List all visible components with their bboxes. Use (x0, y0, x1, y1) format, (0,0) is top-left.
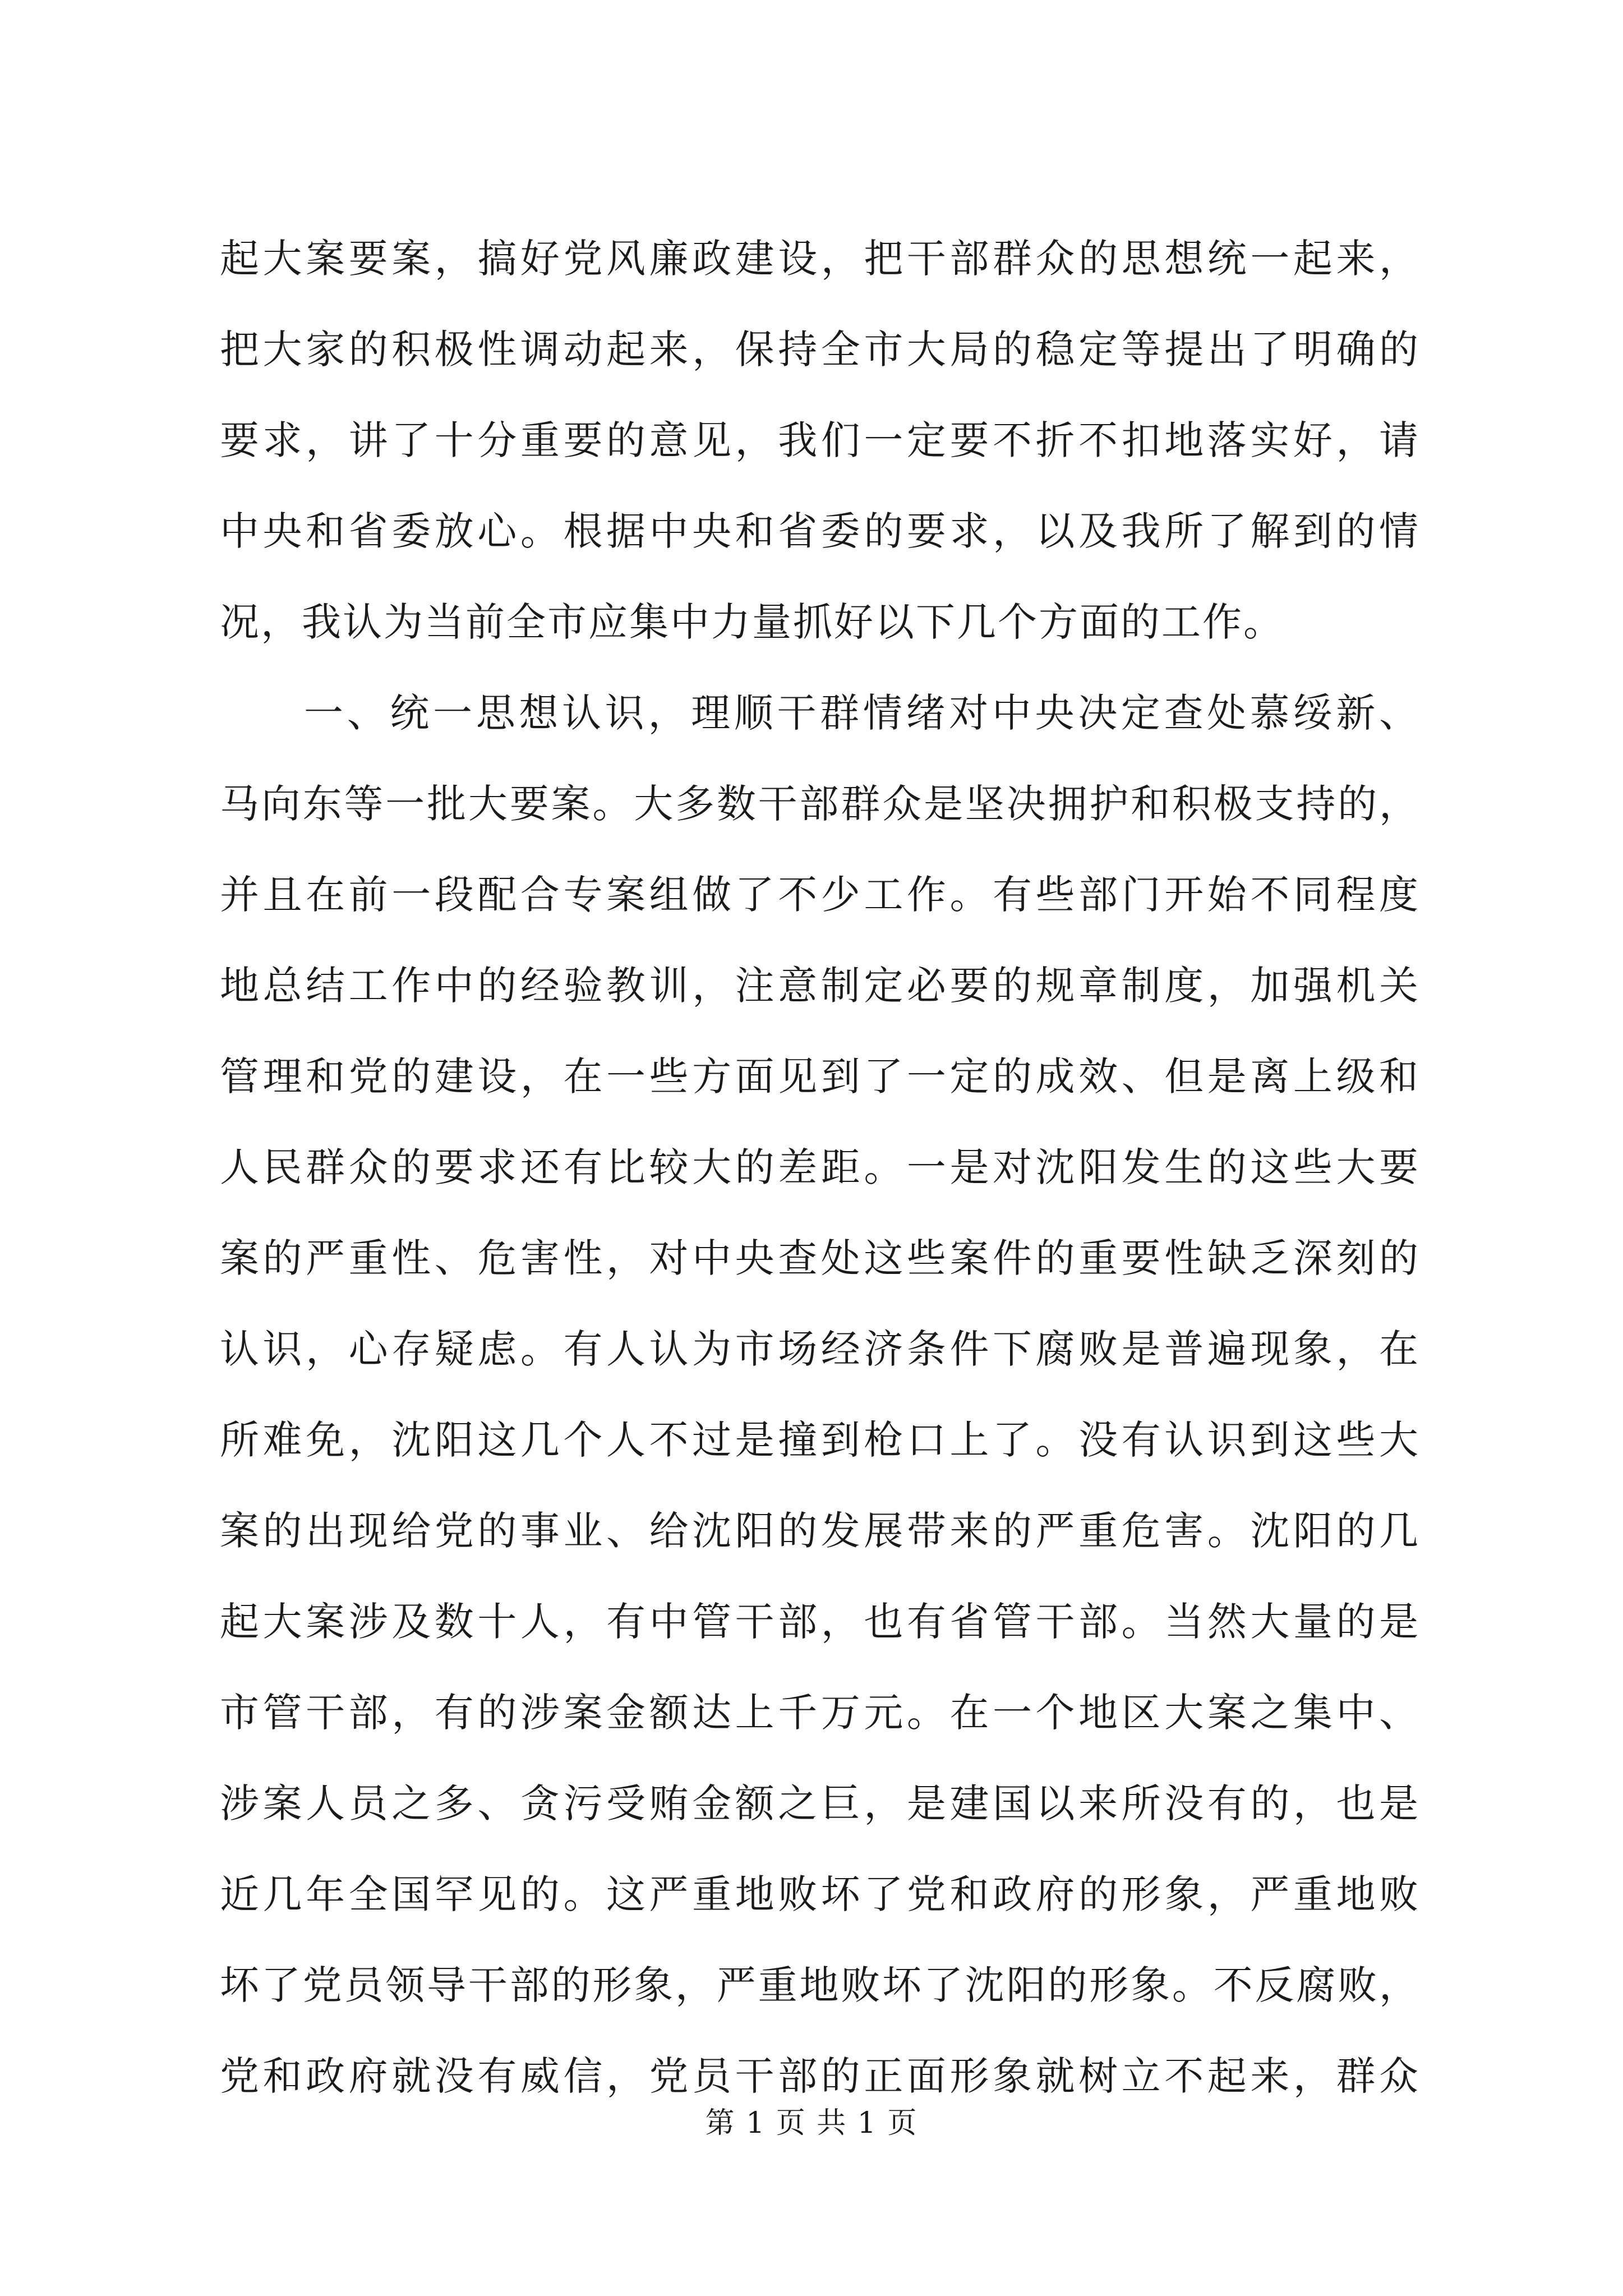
text-line: 要求，讲了十分重要的意见，我们一定要不折不扣地落实好，请 (220, 417, 1420, 463)
text-line: 管理和党的建设，在一些方面见到了一定的成效、但是离上级和 (220, 1053, 1420, 1099)
text-line: 案的出现给党的事业、给沈阳的发展带来的严重危害。沈阳的几 (220, 1508, 1420, 1554)
text-line: 市管干部，有的涉案金额达上千万元。在一个地区大案之集中、 (220, 1690, 1420, 1736)
text-line: 并且在前一段配合专案组做了不少工作。有些部门开始不同程度 (220, 872, 1420, 918)
text-line: 人民群众的要求还有比较大的差距。一是对沈阳发生的这些大要 (220, 1144, 1420, 1190)
text-line: 起大案要案，搞好党风廉政建设，把干部群众的思想统一起来， (220, 236, 1420, 282)
text-line: 地总结工作中的经验教训，注意制定必要的规章制度，加强机关 (220, 963, 1420, 1009)
document-body (220, 213, 1420, 2122)
text-line: 马向东等一批大要案。大多数干部群众是坚决拥护和积极支持的， (220, 781, 1420, 827)
page-number-footer: 第 1 页 共 1 页 (705, 2106, 918, 2140)
text-line: 况，我认为当前全市应集中力量抓好以下几个方面的工作。 (220, 599, 1284, 645)
text-line: 所难免，沈阳这几个人不过是撞到枪口上了。没有认识到这些大 (220, 1417, 1420, 1463)
text-line: 认识，心存疑虑。有人认为市场经济条件下腐败是普遍现象，在 (220, 1326, 1420, 1372)
text-line: 近几年全国罕见的。这严重地败坏了党和政府的形象，严重地败 (220, 1871, 1420, 1917)
text-line: 中央和省委放心。根据中央和省委的要求，以及我所了解到的情 (220, 508, 1420, 554)
text-line: 起大案涉及数十人，有中管干部，也有省管干部。当然大量的是 (220, 1599, 1420, 1645)
text-line: 党和政府就没有威信，党员干部的正面形象就树立不起来，群众 (220, 2053, 1420, 2099)
text-line: 把大家的积极性调动起来，保持全市大局的稳定等提出了明确的 (220, 326, 1420, 372)
section-heading-line: 一、统一思想认识，理顺干群情绪对中央决定查处慕绥新、 (304, 690, 1420, 736)
text-line: 案的严重性、危害性，对中央查处这些案件的重要性缺乏深刻的 (220, 1235, 1420, 1281)
text-line: 涉案人员之多、贪污受贿金额之巨，是建国以来所没有的，也是 (220, 1780, 1420, 1826)
text-line: 坏了党员领导干部的形象，严重地败坏了沈阳的形象。不反腐败， (220, 1962, 1420, 2008)
